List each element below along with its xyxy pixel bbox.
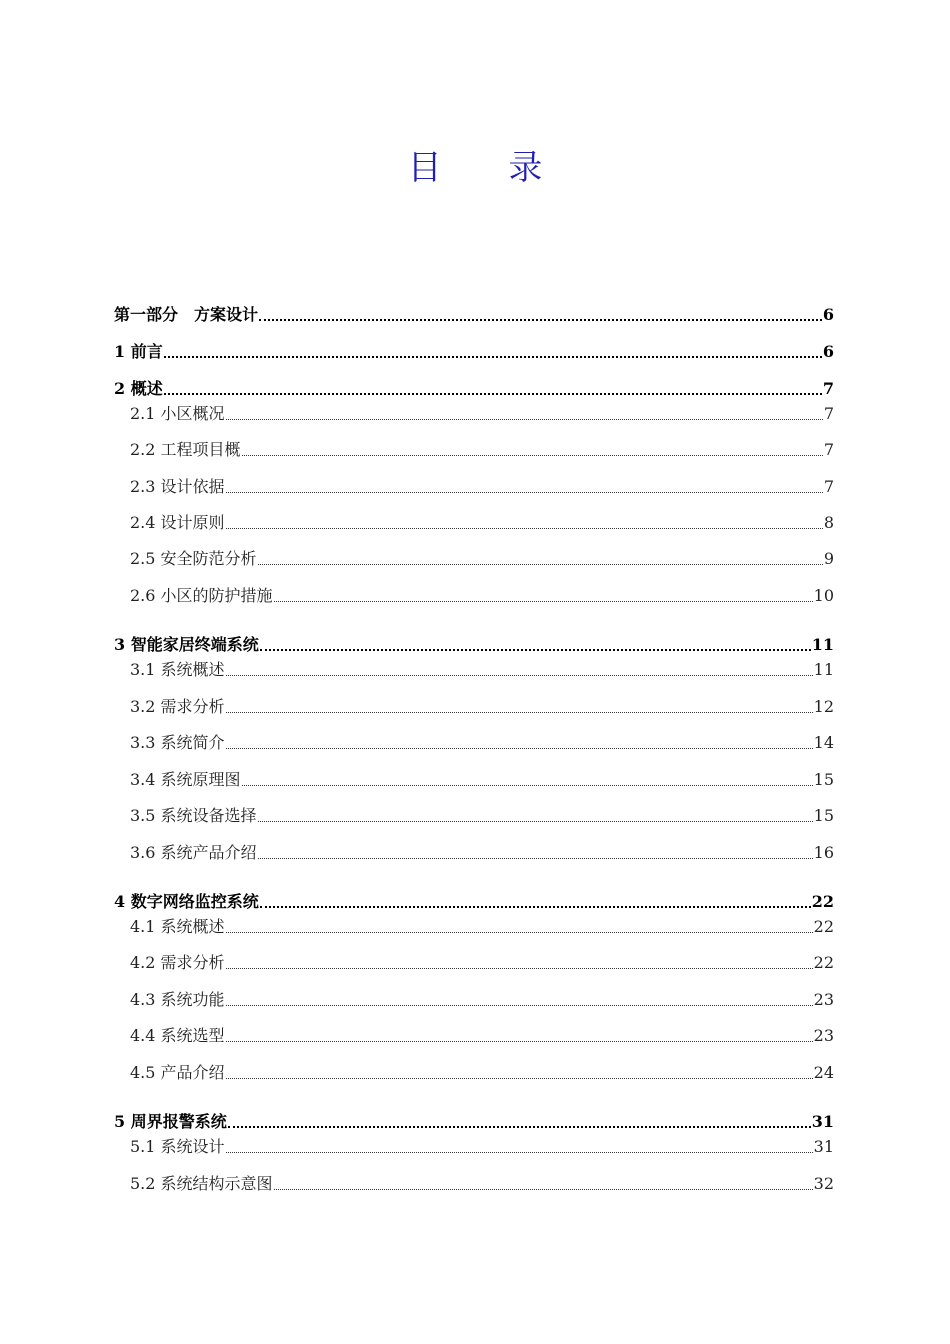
toc-dot-leader	[260, 648, 811, 651]
toc-entry-page-number: 22	[813, 953, 834, 972]
toc-chapter-entry[interactable]	[114, 633, 834, 657]
toc-section-entry[interactable]	[114, 1135, 834, 1159]
toc-entry-page-number: 32	[813, 1174, 834, 1193]
toc-entry-label: 1 前言	[114, 342, 163, 361]
page-title: 目 录	[407, 148, 571, 188]
toc-dot-leader	[226, 527, 823, 529]
toc-entry-label: 3.1 系统概述	[130, 660, 225, 679]
toc-dot-leader	[226, 1004, 813, 1006]
toc-chapter-entry[interactable]	[114, 377, 834, 401]
toc-dot-leader	[226, 1151, 813, 1153]
toc-dot-leader	[242, 784, 813, 786]
toc-entry-page-number: 7	[823, 404, 834, 423]
toc-dot-leader	[242, 454, 823, 456]
toc-chapter-entry[interactable]	[114, 890, 834, 914]
toc-entry-page-number: 12	[813, 697, 834, 716]
toc-section-entry[interactable]	[114, 804, 834, 828]
toc-entry-page-number: 31	[813, 1137, 834, 1156]
toc-section-entry[interactable]	[114, 841, 834, 865]
toc-entry-page-number: 24	[813, 1063, 834, 1082]
toc-dot-leader	[260, 905, 811, 908]
toc-entry-label: 3.3 系统简介	[130, 733, 225, 752]
toc-entry-page-number: 22	[813, 917, 834, 936]
toc-entry-page-number: 7	[823, 477, 834, 496]
toc-dot-leader	[258, 563, 823, 565]
toc-dot-leader	[259, 318, 822, 321]
toc-entry-label: 2.5 安全防范分析	[130, 549, 257, 568]
toc-section-entry[interactable]	[114, 1061, 834, 1085]
toc-dot-leader	[226, 967, 813, 969]
toc-entry-label: 3.6 系统产品介绍	[130, 843, 257, 862]
toc-section-entry[interactable]	[114, 988, 834, 1012]
toc-entry-page-number: 23	[813, 1026, 834, 1045]
toc-entry-label: 4.1 系统概述	[130, 917, 225, 936]
toc-entry-page-number: 11	[813, 660, 834, 679]
toc-entry-page-number: 16	[813, 843, 834, 862]
toc-dot-leader	[226, 931, 813, 933]
toc-section-entry[interactable]	[114, 695, 834, 719]
toc-entry-label: 2.4 设计原则	[130, 513, 225, 532]
toc-section-entry[interactable]	[114, 1024, 834, 1048]
toc-entry-page-number: 15	[813, 770, 834, 789]
toc-section-entry[interactable]	[114, 731, 834, 755]
toc-dot-leader	[226, 491, 823, 493]
toc-entry-page-number: 6	[822, 305, 834, 324]
toc-section-entry[interactable]	[114, 584, 834, 608]
toc-dot-leader	[274, 1188, 813, 1190]
toc-entry-page-number: 10	[813, 586, 834, 605]
toc-section-entry[interactable]	[114, 511, 834, 535]
toc-dot-leader	[274, 600, 813, 602]
toc-entry-page-number: 7	[822, 379, 834, 398]
toc-dot-leader	[226, 1077, 813, 1079]
toc-entry-page-number: 22	[811, 892, 834, 911]
toc-entry-label: 4.4 系统选型	[130, 1026, 225, 1045]
toc-entry-label: 3 智能家居终端系统	[114, 635, 259, 654]
toc-entry-label: 第一部分 方案设计	[114, 305, 259, 324]
toc-entry-page-number: 14	[813, 733, 834, 752]
toc-entry-label: 5 周界报警系统	[114, 1112, 227, 1131]
toc-dot-leader	[226, 418, 823, 420]
toc-entry-page-number: 6	[822, 342, 834, 361]
toc-dot-leader	[164, 355, 822, 358]
toc-section-entry[interactable]	[114, 547, 834, 571]
toc-section-entry[interactable]	[114, 768, 834, 792]
toc-entry-label: 4.5 产品介绍	[130, 1063, 225, 1082]
toc-section-entry[interactable]	[114, 658, 834, 682]
toc-entry-label: 3.2 需求分析	[130, 697, 225, 716]
toc-entry-label: 5.1 系统设计	[130, 1137, 225, 1156]
toc-entry-label: 4 数字网络监控系统	[114, 892, 259, 911]
toc-chapter-entry[interactable]	[114, 340, 834, 364]
toc-entry-page-number: 23	[813, 990, 834, 1009]
toc-dot-leader	[228, 1125, 811, 1128]
toc-dot-leader	[258, 857, 813, 859]
toc-section-entry[interactable]	[114, 1172, 834, 1196]
toc-entry-label: 4.3 系统功能	[130, 990, 225, 1009]
toc-entry-page-number: 7	[823, 440, 834, 459]
toc-dot-leader	[226, 1040, 813, 1042]
toc-entry-page-number: 11	[811, 635, 834, 654]
toc-dot-leader	[226, 711, 813, 713]
toc-entry-label: 2.6 小区的防护措施	[130, 586, 273, 605]
toc-section-entry[interactable]	[114, 402, 834, 426]
toc-entry-label: 2.2 工程项目概	[130, 440, 241, 459]
toc-section-entry[interactable]	[114, 915, 834, 939]
toc-section-entry[interactable]	[114, 951, 834, 975]
toc-entry-label: 3.5 系统设备选择	[130, 806, 257, 825]
toc-entry-page-number: 9	[823, 549, 834, 568]
toc-entry-page-number: 8	[823, 513, 834, 532]
toc-entry-label: 2.1 小区概况	[130, 404, 225, 423]
toc-dot-leader	[226, 674, 813, 676]
toc-section-entry[interactable]	[114, 438, 834, 462]
toc-entry-label: 2.3 设计依据	[130, 477, 225, 496]
toc-entry-label: 2 概述	[114, 379, 163, 398]
toc-entry-label: 5.2 系统结构示意图	[130, 1174, 273, 1193]
toc-chapter-entry[interactable]	[114, 1110, 834, 1134]
toc-chapter-entry[interactable]	[114, 303, 834, 327]
toc-dot-leader	[226, 747, 813, 749]
toc-section-entry[interactable]	[114, 475, 834, 499]
toc-entry-page-number: 15	[813, 806, 834, 825]
toc-entry-page-number: 31	[811, 1112, 834, 1131]
toc-dot-leader	[164, 392, 822, 395]
toc-dot-leader	[258, 820, 813, 822]
toc-entry-label: 4.2 需求分析	[130, 953, 225, 972]
toc-entry-label: 3.4 系统原理图	[130, 770, 241, 789]
